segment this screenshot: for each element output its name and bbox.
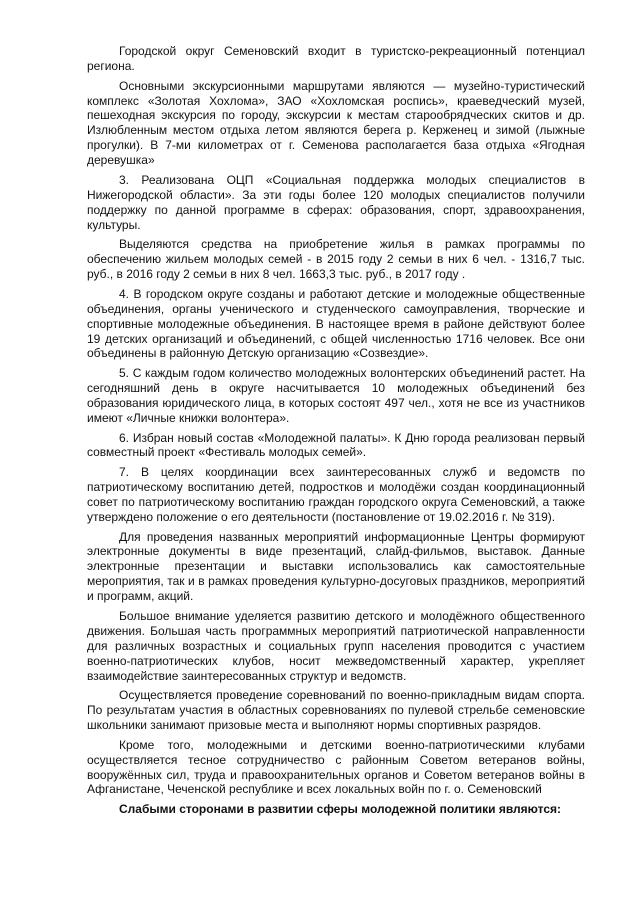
paragraph-patriotic-council: 7. В целях координации всех заинтересованных служб и ведомств по патриотическому воспитанию детей, подростков и молодёжи создан координационный совет по патриотическому воспитанию граждан городского округа Семеновский, а также утверждено положение о его деятельности (постановление от 19.02.2016 г. № 319). xyxy=(87,465,585,524)
paragraph-youth-organizations: 4. В городском округе созданы и работают детские и молодежные общественные объединения, органы ученического и студенческого самоуправления, творческие и спортивные молодежные объединения. В настоящее время в районе действуют более 19 детских организаций и объединений, с общей численностью 1716 человек. Все они объединены в районную Детскую организацию «Созвездие». xyxy=(87,286,585,361)
paragraph-young-specialists: 3. Реализована ОЦП «Социальная поддержка молодых специалистов в Нижегородской области». За эти годы более 120 молодых специалистов получили поддержку по данной программе в сферах: образования, спорт, здравоохранения, культуры. xyxy=(87,172,585,232)
paragraph-military-sports: Осуществляется проведение соревнований по военно-прикладным видам спорта. По результатам участия в областных соревнованиях по пулевой стрельбе семеновские школьники занимают призовые места и выполняют нормы спортивных разрядов. xyxy=(87,688,585,733)
paragraph-volunteers: 5. С каждым годом количество молодежных волонтерских объединений растет. На сегодняшний день в округе насчитывается 10 молодежных объединений без образования юридического лица, в которых состоят 497 чел., хотя не все из участников имеют «Личные книжки волонтера». xyxy=(87,366,585,425)
paragraph-information-centers: Для проведения названных мероприятий информационные Центры формируют электронные документы в виде презентаций, слайд-фильмов, выставок. Данные электронные презентации и выставки использовались как самостоятельные мероприятия, так и в рамках проведения культурно-досуговых праздников, мероприятий и программ, акций. xyxy=(87,529,585,604)
document-page xyxy=(87,44,585,822)
paragraph-tourism-potential: Городской округ Семеновский входит в туристско-рекреационный потенциал региона. xyxy=(87,44,585,73)
paragraph-youth-movement: Большое внимание уделяется развитию детского и молодёжного общественного движения. Большая часть программных мероприятий патриотической направленности для различных возрастных и социальных групп населения проводится с участием военно-патриотических клубов, носит межведомственный характер, укрепляет взаимодействие заинтересованных структур и ведомств. xyxy=(87,608,585,683)
paragraph-youth-chamber: 6. Избран новый состав «Молодежной палаты». К Дню города реализован первый совместный проект «Фестиваль молодых семей». xyxy=(87,430,585,460)
paragraph-housing-funds: Выделяются средства на приобретение жилья в рамках программы по обеспечению жильем молодых семей - в 2015 году 2 семьи в них 6 чел. - 1316,7 тыс. руб., в 2016 году 2 семьи в них 8 чел. 1663,3 тыс. руб., в 2017 году . xyxy=(87,237,585,282)
paragraph-excursion-routes: Основными экскурсионными маршрутами являются — музейно-туристический комплекс «Золотая Хохлома», ЗАО «Хохломская роспись», краеведческий музей, пешеходная экскурсия по городу, экскурсии к местам старообрядческих скитов и др. Излюбленным местом отдыха летом являются берега р. Керженец и зимой (лыжные прогулки). В 7-ми километрах от г. Семенова располагается база отдыха «Ягодная деревушка» xyxy=(87,78,585,168)
paragraph-weaknesses-heading: Слабыми сторонами в развитии сферы молодежной политики являются: xyxy=(119,802,562,817)
paragraph-veterans-cooperation: Кроме того, молодежными и детскими военно-патриотическими клубами осуществляется тесное сотрудничество с районным Советом ветеранов войны, вооружённых сил, труда и правоохранительных органов и Советом ветеранов войны в Афганистане, Чеченской республике и всех локальных войн по г. о. Семеновский xyxy=(87,737,585,797)
